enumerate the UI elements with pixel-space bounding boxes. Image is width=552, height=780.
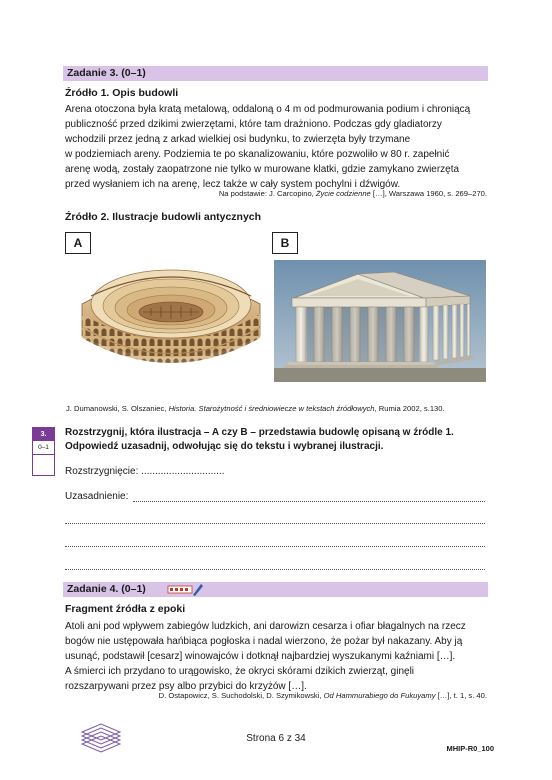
- source1-citation: Na podstawie: J. Carcopino, Życie codzienne […], Warszawa 1960, s. 269–270.: [218, 189, 487, 198]
- task3-question-line: Odpowiedź uzasadnij, odwołując się do tekstu i wybranej ilustracji.: [65, 441, 384, 452]
- source1-text: [65, 102, 487, 192]
- source2-title: Źródło 2. Ilustracje budowli antycznych: [65, 211, 262, 223]
- illustration-b-label: B: [272, 232, 298, 254]
- justification-answer-line[interactable]: [65, 522, 485, 524]
- task3-header-bar: [63, 66, 488, 81]
- task4-source-line: A śmierci ich przydano to urągowisko, że okryci skórami dzikich zwierząt, ginęli: [65, 666, 415, 677]
- justification-answer-line[interactable]: [133, 500, 485, 502]
- task4-source-title: Fragment źródła z epoki: [65, 603, 186, 615]
- pen-marker-icon: [167, 582, 205, 597]
- page-number: Strona 6 z 34: [246, 733, 306, 744]
- task3-score-number: 3.: [33, 428, 54, 441]
- task4-source-line: bogów nie ustępowała hańbiąca pogłoska i nadal wierzono, że pożar był nakazany. Aby ją: [65, 636, 463, 647]
- task3-score-points: 0–1: [33, 441, 54, 455]
- source1-line: publiczność przed dzikimi zwierzętami, które tam drażniono. Podczas gdy gladiatorzy: [65, 119, 442, 130]
- task4-source-line: usunąć, podstawił [cesarz] winowajców i dotknął najbardziej wyszukanymi kaźniami […].: [65, 651, 456, 662]
- task4-header: Zadanie 4. (0–1): [67, 583, 146, 595]
- task4-citation: D. Ostapowicz, S. Suchodolski, D. Szymikowski, Od Hammurabiego do Fukuyamy […], t. 1, s. 40.: [158, 691, 487, 700]
- task3-score-empty-field[interactable]: [33, 455, 54, 475]
- source1-line: przed wysłaniem ich na arenę, lecz także w cały system pochylni i dźwigów.: [65, 179, 401, 190]
- colosseum-illustration: [76, 256, 266, 376]
- task4-header-bar: [63, 582, 488, 597]
- justification-answer-line[interactable]: [65, 545, 485, 547]
- exam-code: MHIP-R0_100: [446, 744, 494, 753]
- task3-question-line: Rozstrzygnij, która ilustracja – A czy B – przedstawia budowlę opisaną w źródle 1.: [65, 427, 454, 438]
- justification-label: Uzasadnienie:: [65, 491, 129, 502]
- source1-line: wchodzili przez jedną z arkad wielkiej osi budynku, to zwierzęta były trzymane: [65, 134, 411, 145]
- justification-answer-line[interactable]: [65, 568, 485, 570]
- task4-source-text: [65, 619, 487, 694]
- task4-source-line: rozszarpywani przez psy albo przybici do krzyżów […].: [65, 681, 307, 692]
- source1-line: w podziemiach areny. Podziemia te po skanalizowaniu, które pozwoliło w 80 r. zapełnić: [65, 149, 450, 160]
- source1-title: Źródło 1. Opis budowli: [65, 87, 179, 99]
- source1-line: Arena otoczona była kratą metalową, oddaloną o 4 m od podmurowania podium i chroniącą: [65, 104, 471, 115]
- task3-question: [65, 426, 454, 454]
- task3-score-box: [32, 427, 55, 476]
- decision-field[interactable]: Rozstrzygnięcie: ..............................: [65, 466, 225, 477]
- source1-line: arenę wodą, zostały zaopatrzone nie tylko w murowane klatki, gdzie zamykano zwierzęta: [65, 164, 460, 175]
- task4-source-line: Atoli ani pod wpływem zabiegów ludzkich, ani darowizn cesarza i ofiar błagalnych na rzecz: [65, 621, 466, 632]
- task3-header: Zadanie 3. (0–1): [67, 67, 146, 79]
- illustration-a-label: A: [65, 232, 91, 254]
- source2-citation: J. Dumanowski, S. Olszaniec, Historia. Starożytność i średniowiecze w tekstach źródłowych, Rumia 2002, s.130.: [66, 404, 445, 413]
- parthenon-illustration: [274, 260, 486, 382]
